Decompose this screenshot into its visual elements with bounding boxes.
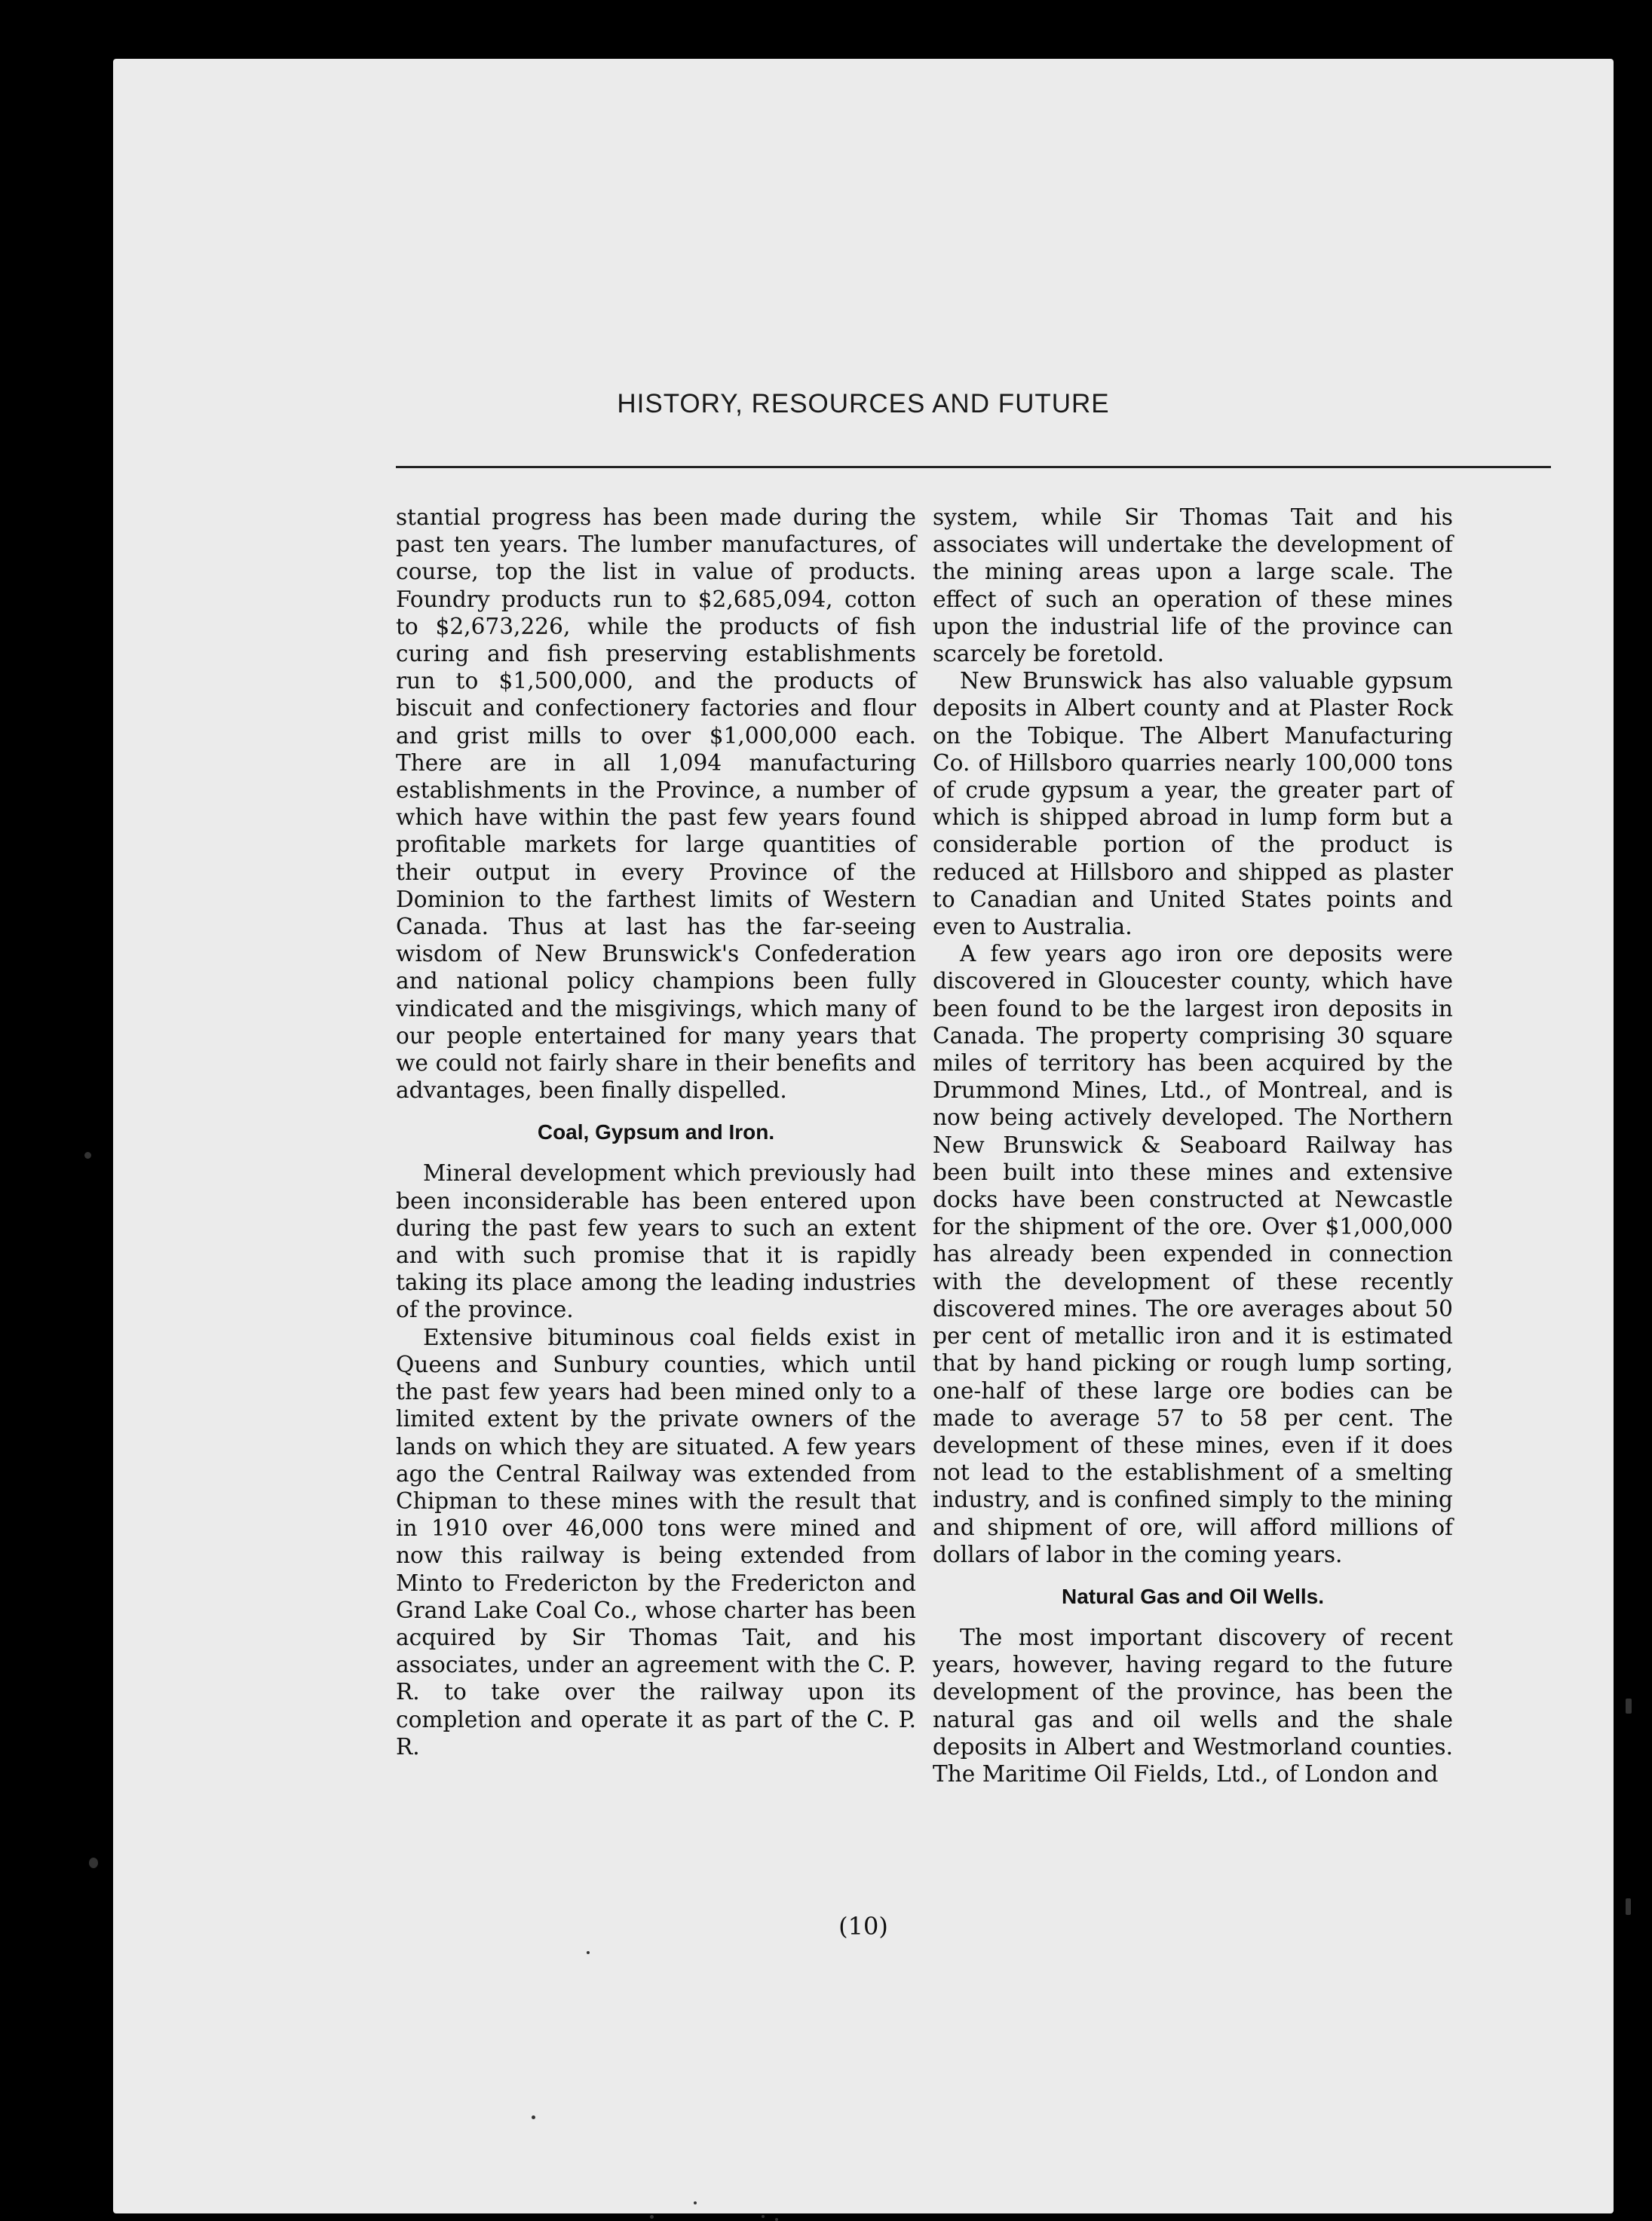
speck [762,2215,765,2218]
right-paragraph-2: New Brunswick has also valuable gypsum deposits in Albert county and at Plaster Rock on the Tobique. The Albert Manufacturing Co. of Hillsboro quarries nearly 100,000 tons of crude gypsum a year, the greater part of which is shipped abroad in lump form but a considerable portion of the product is reduced at Hillsboro and shipped as plaster to Canadian and United States points and even to Australia. [933,668,1453,940]
speck [1626,1898,1631,1915]
speck [587,1951,590,1954]
speck [775,2218,778,2221]
right-paragraph-3: A few years ago iron ore deposits were discovered in Gloucester county, which have been found to be the largest iron deposits in Canada. The property comprising 30 square miles of territory has been acquired by the Drummond Mines, Ltd., of Montreal, and is now being actively developed. The Northern New Brunswick & Seaboard Railway has been built into these mines and extensive docks have been constructed at Newcastle for the shipment of the ore. Over $1,000,000 has already been expended in connection with the development of these recently discovered mines. The ore averages about 50 per cent of metallic iron and it is estimated that by hand picking or rough lump sorting, one-half of these large ore bodies can be made to average 57 to 58 per cent. The development of these mines, even if it does not lead to the establishment of a smelting industry, and is confined simply to the mining and shipment of ore, will afford millions of dollars of labor in the coming years. [933,941,1453,1567]
speck [89,1858,98,1868]
speck [1626,1699,1632,1714]
section-heading-natural-gas-oil: Natural Gas and Oil Wells. [1061,1584,1325,1608]
left-paragraph-2: Mineral development which previously had been inconsiderable has been entered upon during the past few years to such an extent and with such promise that it is rapidly taking its place among the leading industries of the province. [396,1160,916,1323]
running-header: HISTORY, RESOURCES AND FUTURE [617,389,1110,418]
left-paragraph-3: Extensive bituminous coal fields exist in Queens and Sunbury counties, which until the past few years had been mined only to a limited extent by the private owners of the lands on which they are situated. A few years ago the Central Railway was extended from Chipman to these mines with the result that in 1910 over 46,000 tons were mined and now this railway is being extended from Minto to Fredericton by the Fredericton and Grand Lake Coal Co., whose charter has been acquired by Sir Thomas Tait, and his associates, under an agreement with the C. P. R. to take over the railway upon its completion and operate it as part of the C. P. R. [396,1324,916,1760]
page-number: (10) [838,1912,888,1941]
section-heading-coal-gypsum-iron: Coal, Gypsum and Iron. [537,1120,775,1144]
right-paragraph-1: system, while Sir Thomas Tait and his associates will undertake the development of the mining areas upon a large scale. The effect of such an operation of these mines upon the industrial life of the province can scarcely be foretold. [933,504,1453,667]
right-paragraph-4: The most important discovery of recent years, however, having regard to the future development of the province, has been the natural gas and oil wells and the shale deposits in Albert and Westmorland counties. The Maritime Oil Fields, Ltd., of London and [933,1624,1453,1787]
document-page [113,59,1614,2213]
speck [694,2201,697,2204]
speck [650,2215,654,2219]
speck [84,1152,91,1159]
left-paragraph-1: stantial progress has been made during the past ten years. The lumber manufactures, of course, top the list in value of products. Foundry products run to $2,685,094, cotton to $2,673,226, while the products of fish curing and fish preserving establishments run to $1,500,000, and the products of biscuit and confectionery factories and flour and grist mills to over $1,000,000 each. There are in all 1,094 manufacturing establishments in the Province, a number of which have within the past few years found profitable markets for large quantities of their output in every Province of the Dominion to the farthest limits of Western Canada. Thus at last has the far-seeing wisdom of New Brunswick's Confederation and national policy champions been fully vindicated and the misgivings, which many of our people entertained for many years that we could not fairly share in their benefits and advantages, been finally dispelled. [396,504,916,1104]
header-rule [396,466,1551,468]
speck [532,2115,535,2119]
right-column [933,504,1453,1788]
left-column [396,504,916,1760]
